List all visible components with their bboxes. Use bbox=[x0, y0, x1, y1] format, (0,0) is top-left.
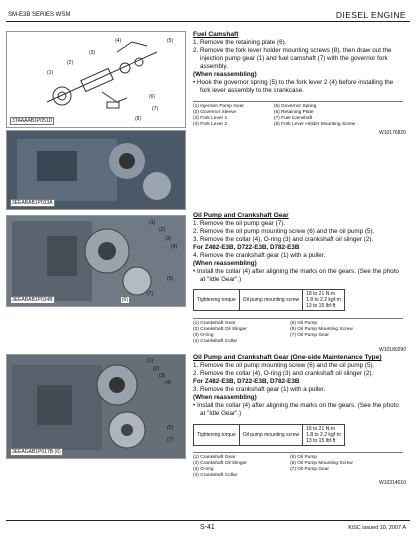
legend-item: (7) Oil Pump Gear bbox=[290, 333, 329, 338]
callout-8: (8) bbox=[135, 116, 142, 122]
legend-item: (5) Oil Pump bbox=[290, 321, 317, 326]
doc-code: W10314010 bbox=[379, 480, 406, 486]
legend bbox=[193, 452, 403, 479]
header-series: SM-E3B SERIES WSM bbox=[8, 12, 71, 18]
note: • Install the collar (4) after aligning the marks on the gears. (See the photo at "Idle Gear".) bbox=[193, 402, 399, 417]
step: 1. Remove the oil pump mounting screw (6) and the oil pump (5). bbox=[193, 362, 375, 369]
step: 3. Remove the crankshaft gear (1) with a puller. bbox=[193, 386, 326, 393]
header-section: DIESEL ENGINE bbox=[335, 10, 406, 20]
fuel-camshaft-diagram bbox=[6, 31, 186, 128]
callout-5: (5) bbox=[167, 276, 174, 282]
legend-item: (2) Crankshaft Oil Slinger bbox=[193, 327, 247, 332]
legend-item: (4) Crankshaft Collar bbox=[193, 473, 238, 478]
torque-value: 18 to 21 N·m bbox=[306, 291, 336, 297]
callout-1: (1) bbox=[47, 70, 54, 76]
step: 2. Remove the oil pump mounting screw (6) and the oil pump (5). bbox=[193, 228, 375, 235]
figure-callout-6: (6) bbox=[121, 297, 128, 303]
callout-2: (2) bbox=[153, 366, 160, 372]
doc-code: W10180290 bbox=[379, 347, 406, 353]
reassembly-heading: (When reassembling) bbox=[193, 71, 257, 78]
legend-item: (5) Governor Spring bbox=[273, 104, 317, 109]
note: • Install the collar (4) after aligning the marks on the gears. (See the photo at "Idle Gear".) bbox=[193, 268, 399, 283]
torque-table bbox=[193, 424, 345, 446]
callout-4: (4) bbox=[115, 38, 122, 44]
callout-6: (6) bbox=[149, 94, 156, 100]
legend-item: (6) Oil Pump Mounting Screw bbox=[290, 461, 353, 466]
torque-item: Oil pump mounting screw bbox=[239, 425, 302, 446]
torque-value: 1.8 to 2.2 kgf·m bbox=[306, 297, 341, 303]
figure-caption: 3EEAGAB1P017B (6) bbox=[12, 449, 61, 455]
torque-table bbox=[193, 289, 345, 311]
callout-7: (7) bbox=[152, 106, 159, 112]
legend-item: (3) O-ring bbox=[193, 333, 214, 338]
crankshaft-gear-photo bbox=[6, 215, 186, 307]
figure-caption: 3EEABAB1P034B bbox=[12, 297, 53, 303]
legend-item: (3) O-ring bbox=[193, 467, 214, 472]
torque-values bbox=[303, 290, 345, 311]
figure-caption: 3EEABAB1P033A bbox=[12, 200, 53, 206]
engine-photo bbox=[6, 130, 186, 210]
step: 1. Remove the retaining plate (6). bbox=[193, 39, 287, 46]
section-title: Fuel Camshaft bbox=[193, 31, 239, 38]
oil-pump-section bbox=[193, 212, 403, 284]
callout-5: (5) bbox=[167, 38, 174, 44]
models: For Z482-E3B, D722-E3B, D782-E3B bbox=[193, 378, 300, 385]
header-rule bbox=[6, 21, 410, 22]
legend-item: (7) Fuel Camshaft bbox=[273, 116, 313, 121]
torque-value: 13 to 15 lbf·ft bbox=[306, 438, 336, 444]
torque-item: Oil pump mounting screw bbox=[239, 290, 302, 311]
note: • Hook the governor spring (5) to the fork lever 2 (4) before installing the fork lever assembly to the crankcase. bbox=[193, 79, 394, 94]
legend-item: (4) Crankshaft Collar bbox=[193, 339, 238, 344]
reassembly-heading: (When reassembling) bbox=[193, 394, 257, 401]
callout-2: (2) bbox=[67, 60, 74, 66]
legend bbox=[193, 101, 403, 128]
issue-note: KiSC issued 10, 2007 A bbox=[348, 525, 406, 531]
section-title: Oil Pump and Crankshaft Gear bbox=[193, 212, 289, 219]
callout-4: (4) bbox=[171, 244, 178, 250]
torque-values bbox=[303, 425, 345, 446]
callout-2: (2) bbox=[159, 227, 166, 233]
step: 2. Remove the collar (4), O-ring (3) and crankshaft oil slinger (2). bbox=[193, 370, 374, 377]
step: 1. Remove the oil pump gear (7). bbox=[193, 220, 286, 227]
legend-item: (1) Injection Pump Gear bbox=[193, 104, 244, 109]
legend-item: (7) Oil Pump Gear bbox=[290, 467, 329, 472]
reassembly-heading: (When reassembling) bbox=[193, 260, 257, 267]
legend-item: (3) Fork Lever 1 bbox=[193, 116, 228, 121]
callout-3: (3) bbox=[165, 236, 172, 242]
figure-caption: 3TAAAAB1P051D bbox=[12, 118, 53, 124]
page-number: S-41 bbox=[200, 524, 215, 531]
doc-code: W10176820 bbox=[379, 130, 406, 136]
models: For Z482-E3B, D722-E3B, D782-E3B bbox=[193, 244, 300, 251]
legend-item: (2) Governor Sleeve bbox=[193, 110, 237, 115]
legend-item: (2) Crankshaft Oil Slinger bbox=[193, 461, 247, 466]
callout-1: (1) bbox=[147, 358, 154, 364]
callout-4: (4) bbox=[165, 380, 172, 386]
callout-3: (3) bbox=[89, 50, 96, 56]
callout-7: (7) bbox=[167, 437, 174, 443]
step: 3. Remove the collar (4), O-ring (3) and crankshaft oil slinger (2). bbox=[193, 236, 374, 243]
torque-label: Tightening torque bbox=[194, 290, 240, 311]
torque-value: 13 to 15 lbf·ft bbox=[306, 303, 336, 309]
legend-item: (5) Oil Pump bbox=[290, 455, 317, 460]
torque-value: 16 to 21 N·m bbox=[306, 426, 336, 432]
one-side-maintenance-photo bbox=[6, 354, 186, 459]
step: 4. Remove the crankshaft gear (1) with a puller. bbox=[193, 252, 326, 259]
oil-pump-one-side-section bbox=[193, 354, 403, 418]
legend-item: (8) Fork Lever Holder Mounting Screw bbox=[273, 122, 356, 127]
legend-item: (6) Oil Pump Mounting Screw bbox=[290, 327, 353, 332]
section-title: Oil Pump and Crankshaft Gear (One-side Maintenance Type) bbox=[193, 354, 382, 361]
callout-3: (3) bbox=[159, 373, 166, 379]
legend-item: (6) Retaining Plate bbox=[273, 110, 314, 115]
legend-item: (1) Crankshaft Gear bbox=[193, 321, 236, 326]
callout-1: (1) bbox=[149, 220, 156, 226]
fuel-camshaft-section bbox=[193, 31, 403, 95]
legend-item: (4) Fork Lever 2 bbox=[193, 122, 228, 127]
footer-rule bbox=[6, 520, 410, 521]
callout-5: (5) bbox=[167, 425, 174, 431]
torque-label: Tightening torque bbox=[194, 425, 240, 446]
callout-7: (7) bbox=[147, 291, 154, 297]
legend-item: (1) Crankshaft Gear bbox=[193, 455, 236, 460]
torque-value: 1.8 to 2.2 kgf·m bbox=[306, 432, 341, 438]
step: 2. Remove the fork lever holder mounting screws (8), then draw out the injection pump gear (1) and fuel camshaft (7) with the governor fork assembly. bbox=[193, 47, 392, 70]
legend bbox=[193, 318, 403, 345]
